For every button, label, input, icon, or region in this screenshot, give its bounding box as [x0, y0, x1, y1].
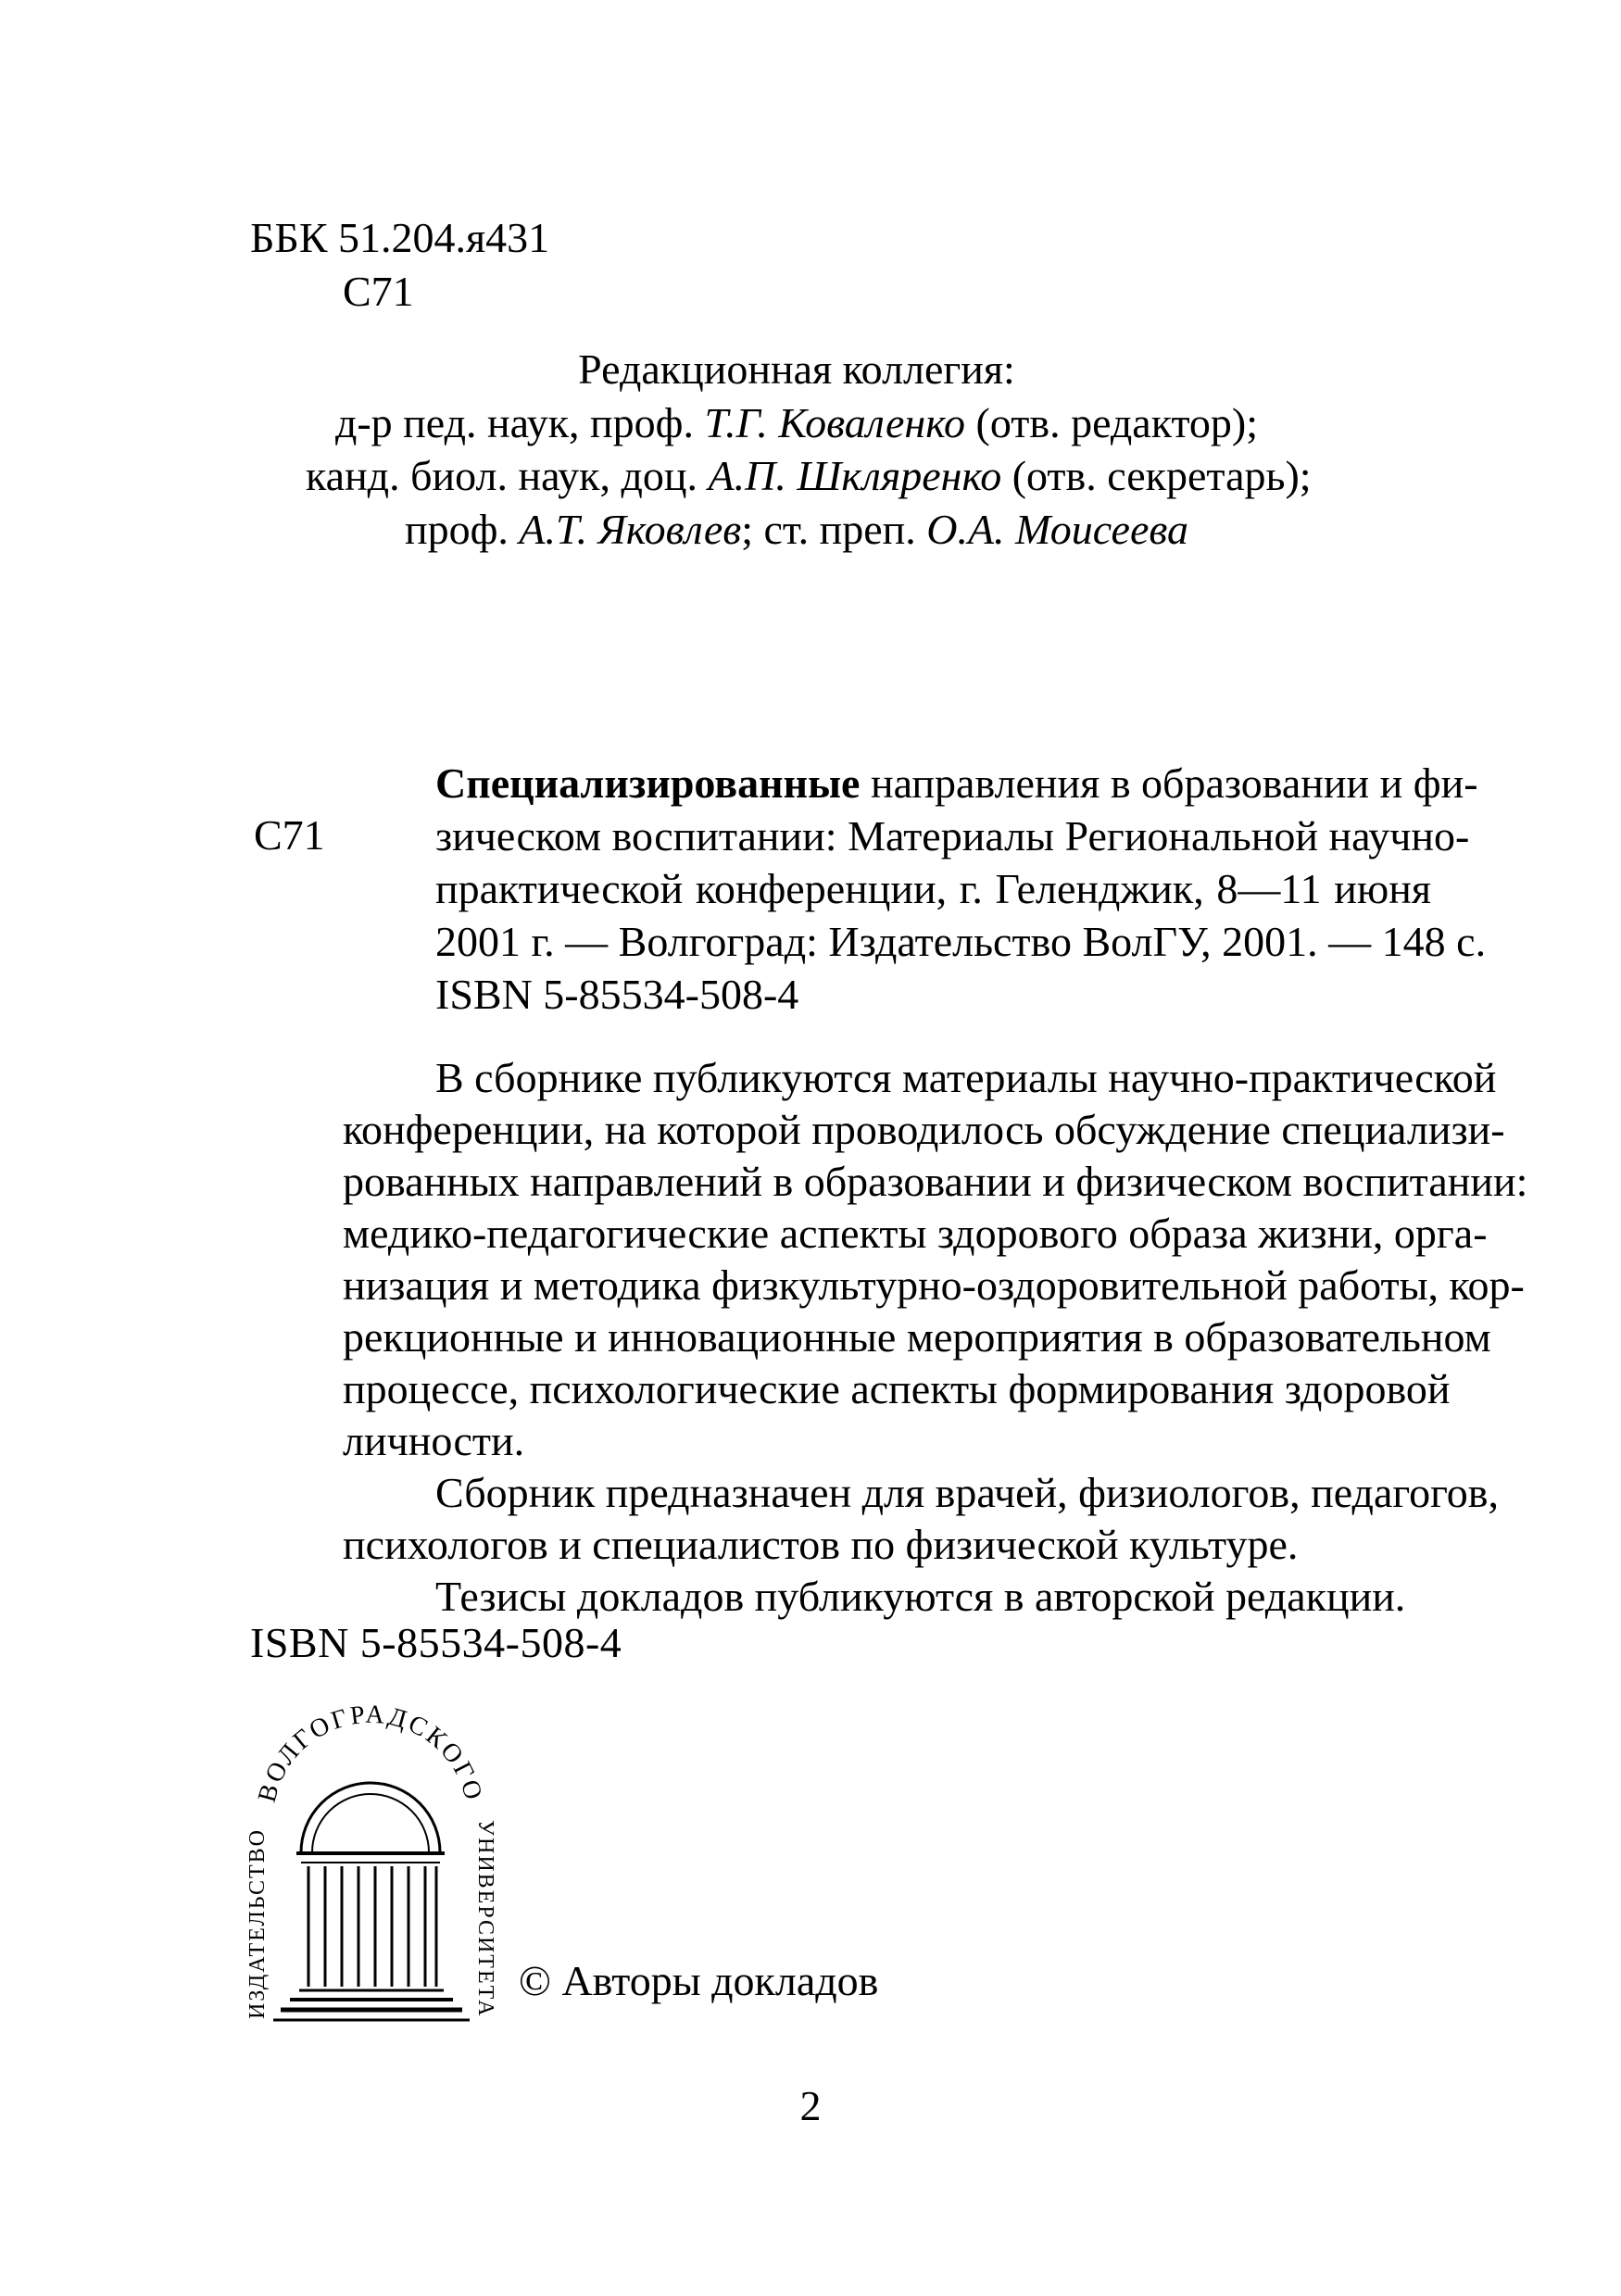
- editorial-board-member: [306, 449, 1312, 503]
- editorial-board-member: [306, 503, 1288, 557]
- publisher-logo: [236, 1681, 505, 2033]
- logo-top-text: ВОЛГОГРАДСКОГО: [252, 1700, 489, 1806]
- bibliographic-record: [435, 757, 1487, 1021]
- member-role: (отв. редактор);: [965, 398, 1259, 446]
- biblio-line: [435, 757, 1478, 809]
- annotation-line: Сборник предназначен для врачей, физиологов, педагогов,: [435, 1469, 1500, 1516]
- annotation-line: психологов и специалистов по физической культуре.: [343, 1521, 1299, 1568]
- biblio-text: направления в образовании и фи-: [860, 759, 1478, 807]
- member-title: ; ст. преп.: [741, 505, 927, 553]
- biblio-line: 2001 г. — Волгоград: Издательство ВолГУ, 2001. — 148 с.: [435, 918, 1487, 965]
- catalog-code: С71: [254, 811, 325, 859]
- member-role: (отв. секретарь);: [1001, 452, 1312, 499]
- isbn-bottom: ISBN 5-85534-508-4: [250, 1619, 622, 1666]
- member-name: Т.Г. Коваленко: [704, 398, 966, 446]
- annotation-line: рованных направлений в образовании и физическом воспитании:: [343, 1158, 1528, 1205]
- bbk-author-mark: С71: [343, 267, 414, 315]
- logo-right-text: УНИВЕРСИТЕТА: [473, 1820, 497, 2018]
- editorial-board: [306, 343, 1312, 556]
- bbk-index: ББК 51.204.я431: [250, 214, 550, 261]
- annotation-line: личности.: [343, 1417, 525, 1464]
- member-title: проф.: [404, 505, 520, 553]
- editorial-board-heading: Редакционная коллегия:: [578, 345, 1015, 393]
- copyright-notice: © Авторы докладов: [519, 1957, 879, 2004]
- annotation-line: низация и методика физкультурно-оздоровительной работы, кор-: [343, 1261, 1525, 1309]
- book-title-bold: Специализированные: [435, 759, 861, 807]
- logo-left-text: ИЗДАТЕЛЬСТВО: [245, 1828, 270, 2019]
- annotation-line: рекционные и инновационные мероприятия в образовательном: [343, 1313, 1491, 1361]
- member-title: д-р пед. наук, проф.: [334, 398, 705, 446]
- annotation-line: В сборнике публикуются материалы научно-практической: [435, 1054, 1497, 1101]
- member-name: А.Т. Яковлев: [519, 505, 742, 553]
- editorial-board-member: [306, 396, 1288, 450]
- biblio-line: зическом воспитании: Материалы Региональной научно-: [435, 812, 1470, 859]
- biblio-line: практической конференции, г. Геленджик, 8—11 июня: [435, 865, 1431, 912]
- annotation-line: процессе, психологические аспекты формирования здоровой: [343, 1365, 1451, 1412]
- page-number: 2: [799, 2082, 822, 2129]
- annotation: [343, 1051, 1528, 1622]
- annotation-line: конференции, на которой проводилось обсуждение специализи-: [343, 1106, 1505, 1153]
- bbk-block: [250, 211, 549, 318]
- annotation-line: медико-педагогические аспекты здорового образа жизни, орга-: [343, 1210, 1488, 1257]
- member-name: А.П. Шкляренко: [708, 452, 1002, 499]
- annotation-line: Тезисы докладов публикуются в авторской редакции.: [435, 1573, 1406, 1620]
- member-name: О.А. Моисеева: [926, 505, 1189, 553]
- biblio-isbn: ISBN 5-85534-508-4: [435, 971, 799, 1018]
- member-title: канд. биол. наук, доц.: [306, 452, 709, 499]
- publisher-logo-icon: [236, 1681, 505, 2033]
